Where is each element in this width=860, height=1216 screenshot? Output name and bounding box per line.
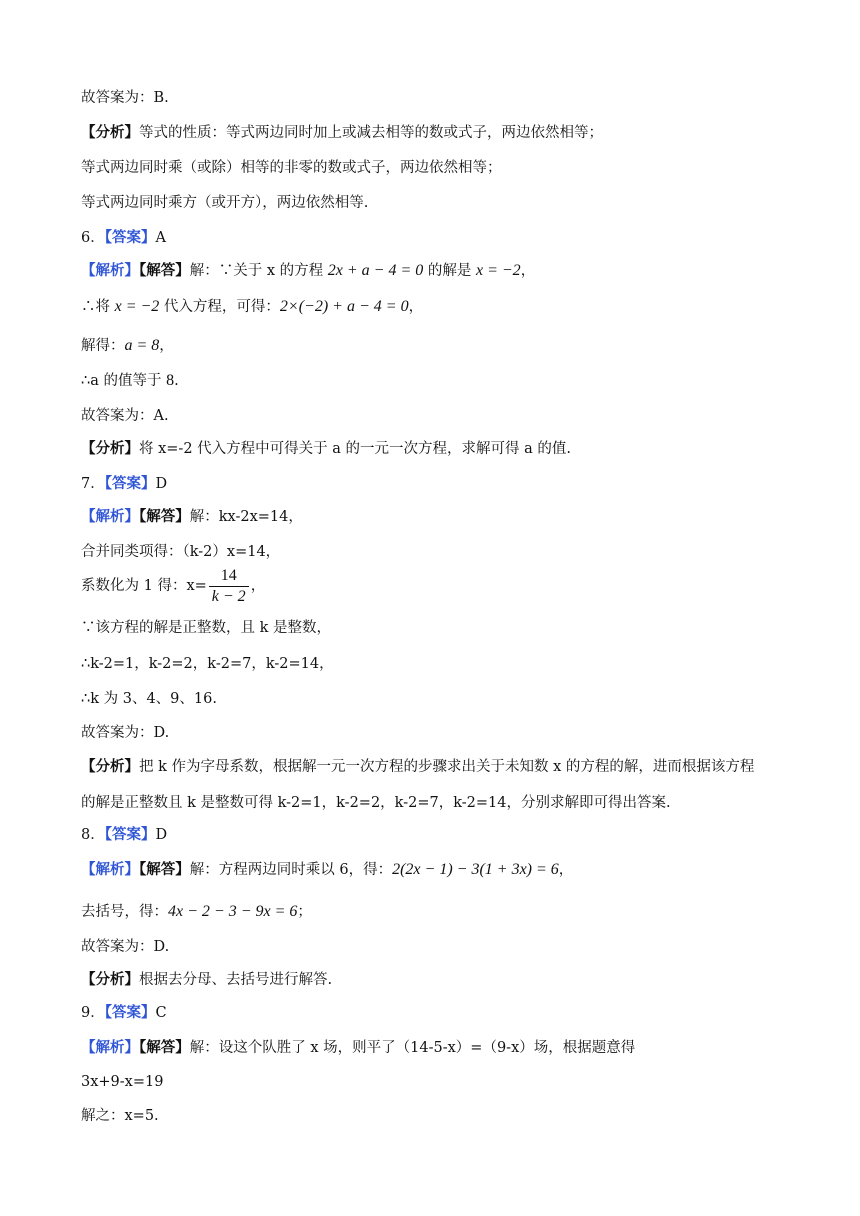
- text-line: [81, 857, 812, 883]
- text-line: [81, 85, 812, 111]
- bold-tag-label: 【解答】: [139, 262, 190, 279]
- text-segment: 故答案为：B.: [81, 90, 169, 106]
- text-segment: 解：设这个队胜了 x 场，则平了（14-5-x）=（9-x）场，根据题意得: [189, 1040, 636, 1056]
- text-segment: 的解是正整数且 k 是整数可得 k-2=1，k-2=2，k-2=7，k-2=14，分别求解即可得出答案.: [81, 795, 671, 811]
- text-segment: ∴a 的值等于: [81, 373, 167, 389]
- text-line: [81, 368, 812, 394]
- text-line: [81, 899, 812, 925]
- text-line: [81, 686, 812, 712]
- text-segment: 7．: [81, 476, 105, 492]
- blue-tag-label: 【答案】: [104, 229, 156, 246]
- text-segment: 9．: [81, 1005, 105, 1021]
- fraction-denominator: k − 2: [211, 587, 246, 605]
- text-segment: 8．: [81, 827, 105, 843]
- math-expression: a = 8: [124, 337, 160, 354]
- text-line: [81, 720, 812, 746]
- text-line: [81, 564, 812, 608]
- bold-tag-label: 【分析】: [81, 971, 139, 988]
- text-segment: ∵该方程的解是正整数，且 k 是整数，: [81, 620, 332, 636]
- math-expression: 8: [166, 372, 175, 389]
- text-line: [81, 539, 812, 565]
- text-line: [81, 155, 812, 181]
- text-segment: 代入方程，可得：: [159, 299, 280, 315]
- text-segment: 把 k 作为字母系数，根据解一元一次方程的步骤求出关于未知数 x 的方程的解，进而根据该方程: [139, 759, 755, 775]
- text-line: [81, 615, 812, 641]
- bold-tag-label: 【解答】: [139, 1039, 190, 1056]
- text-segment: ；: [297, 904, 312, 920]
- text-line: [81, 504, 812, 530]
- text-line: [81, 190, 812, 216]
- text-line: [81, 822, 812, 848]
- blue-tag-label: 【解析】: [81, 1039, 139, 1056]
- text-segment: 解：∵关于 x 的方程: [189, 263, 328, 279]
- text-segment: 等式两边同时乘方（或开方），两边依然相等.: [81, 195, 369, 211]
- bold-tag-label: 【解答】: [139, 508, 190, 525]
- text-segment: 解：kx-2x=14，: [189, 509, 303, 525]
- text-segment: 根据去分母、去括号进行解答.: [139, 972, 333, 988]
- text-segment: .: [174, 373, 179, 389]
- text-segment: 解得：: [81, 338, 125, 354]
- text-segment: D: [155, 827, 168, 843]
- text-line: [81, 651, 812, 677]
- text-line: [81, 258, 812, 284]
- fraction-numerator: 14: [209, 566, 249, 587]
- text-line: [81, 790, 812, 816]
- bold-tag-label: 【分析】: [81, 758, 139, 775]
- text-segment: ∴将: [81, 299, 115, 315]
- text-segment: 系数化为 1 得：x=: [81, 578, 207, 594]
- text-line: [81, 934, 812, 960]
- text-segment: 等式两边同时乘（或除）相等的非零的数或式子，两边依然相等；: [81, 160, 502, 176]
- text-segment: ，: [520, 263, 536, 279]
- text-segment: 故答案为：D.: [81, 939, 170, 955]
- text-segment: ，: [159, 338, 174, 354]
- text-segment: 3x+9-x=19: [81, 1074, 164, 1090]
- text-segment: ∴k 为 3、4、9、16.: [81, 691, 217, 707]
- text-segment: 6．: [81, 230, 105, 246]
- text-line: [81, 1000, 812, 1026]
- text-segment: 解：方程两边同时乘以 6，得：: [189, 862, 393, 878]
- text-line: [81, 225, 812, 251]
- bold-tag-label: 【分析】: [81, 124, 139, 141]
- text-line: [81, 1103, 812, 1129]
- text-segment: ∴k-2=1，k-2=2，k-2=7，k-2=14，: [81, 656, 334, 672]
- blue-tag-label: 【答案】: [104, 475, 156, 492]
- text-line: [81, 1069, 812, 1095]
- text-line: [81, 403, 812, 429]
- blue-tag-label: 【解析】: [81, 262, 139, 279]
- text-line: [81, 294, 812, 320]
- blue-tag-label: 【解析】: [81, 508, 139, 525]
- math-expression: 2(2x − 1) − 3(1 + 3x) = 6: [392, 861, 559, 878]
- math-expression: x = −2: [475, 262, 521, 279]
- text-line: [81, 471, 812, 497]
- math-expression: 2x + a − 4 = 0: [327, 262, 424, 279]
- text-segment: 去括号，得：: [81, 904, 168, 920]
- math-expression: 4x − 2 − 3 − 9x = 6: [168, 903, 298, 920]
- text-segment: 故答案为：A.: [81, 408, 169, 424]
- text-segment: 等式的性质：等式两边同时加上或减去相等的数或式子，两边依然相等；: [139, 125, 603, 141]
- text-line: [81, 1035, 812, 1061]
- math-expression: 2×(−2) + a − 4 = 0: [279, 298, 409, 315]
- text-segment: 将 x=-2 代入方程中可得关于 a 的一元一次方程，求解可得 a 的值.: [139, 441, 572, 457]
- text-line: [81, 436, 812, 462]
- fraction: [209, 566, 249, 607]
- text-segment: 解之：x=5.: [81, 1108, 159, 1124]
- text-segment: C: [155, 1005, 167, 1021]
- blue-tag-label: 【答案】: [104, 826, 156, 843]
- text-line: [81, 967, 812, 993]
- text-segment: D: [155, 476, 168, 492]
- bold-tag-label: 【解答】: [139, 861, 190, 878]
- text-segment: A: [155, 230, 166, 246]
- text-segment: 合并同类项得：（k-2）x=14，: [81, 544, 281, 560]
- blue-tag-label: 【解析】: [81, 861, 139, 878]
- bold-tag-label: 【分析】: [81, 440, 139, 457]
- blue-tag-label: 【答案】: [104, 1004, 156, 1021]
- text-segment: ，: [250, 578, 266, 594]
- math-expression: x = −2: [114, 298, 160, 315]
- text-segment: 的解是: [423, 263, 476, 279]
- text-segment: 故答案为：D.: [81, 725, 170, 741]
- text-line: [81, 120, 812, 146]
- text-segment: ，: [558, 862, 574, 878]
- text-line: [81, 333, 812, 359]
- text-line: [81, 754, 812, 780]
- text-segment: ，: [408, 299, 424, 315]
